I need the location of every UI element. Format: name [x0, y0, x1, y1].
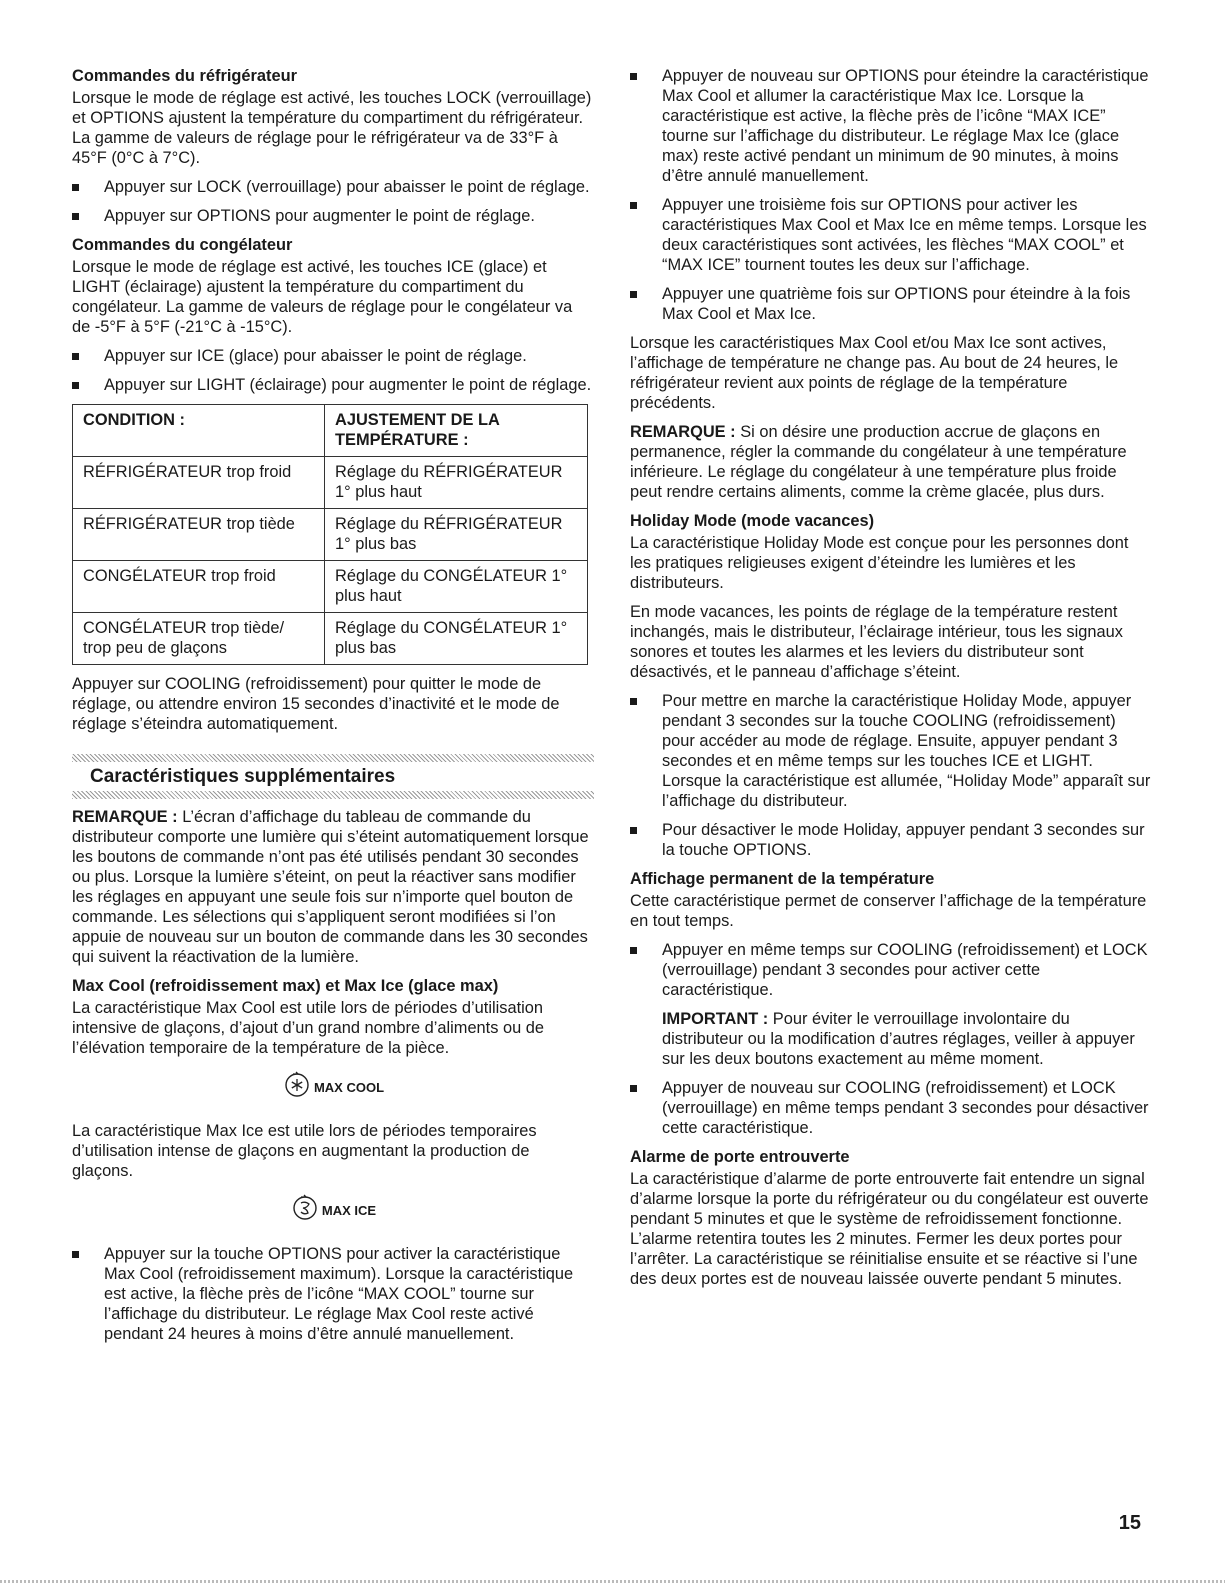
list-item: Appuyer sur LOCK (verrouillage) pour abaisser le point de réglage. — [72, 177, 594, 197]
table-cell: CONGÉLATEUR trop tiède/ trop peu de glaçons — [73, 613, 325, 665]
section-divider-bottom — [72, 791, 594, 799]
table-row — [73, 457, 588, 509]
list-item: Appuyer de nouveau sur OPTIONS pour éteindre la caractéristique Max Cool et allumer la caractéristique Max Ice. Lorsque la caractéristique est active, la flèche près de l’icône “MAX ICE” tourne sur l’affichage du distributeur. Le réglage Max Ice (glace max) reste activé pendant un minimum de 90 minutes, à moins d’être annulé manuellement. — [630, 66, 1152, 186]
list-item: Appuyer en même temps sur COOLING (refroidissement) et LOCK (verrouillage) pendant 3 secondes pour activer cette caractéristique. — [630, 940, 1152, 1000]
bullet-square — [72, 1251, 79, 1258]
permanent-display-heading: Affichage permanent de la température — [630, 870, 935, 888]
important-note — [630, 1009, 1152, 1069]
bullet-square — [630, 73, 637, 80]
table-cell: Réglage du RÉFRIGÉRATEUR 1° plus bas — [325, 509, 588, 561]
list-item: Appuyer sur LIGHT (éclairage) pour augmenter le point de réglage. — [72, 375, 594, 395]
holiday-paragraph: La caractéristique Holiday Mode est conçue pour les personnes dont les pratiques religieuses exigent d’éteindre les lumières et les distributeurs. — [630, 534, 1129, 592]
bullet-square — [630, 291, 637, 298]
bullet-square — [630, 202, 637, 209]
right-column — [630, 66, 1152, 1298]
remarque-label: REMARQUE : — [72, 808, 178, 826]
table-cell: Réglage du CONGÉLATEUR 1° plus haut — [325, 561, 588, 613]
list-item: Appuyer sur ICE (glace) pour abaisser le point de réglage. — [72, 346, 594, 366]
table-cell: RÉFRIGÉRATEUR trop tiède — [73, 509, 325, 561]
important-text: Pour éviter le verrouillage involontaire du distributeur ou la modification d’autres réglages, veiller à appuyer sur les deux boutons exactement au même moment. — [662, 1010, 1135, 1068]
exit-mode-paragraph: Appuyer sur COOLING (refroidissement) pour quitter le mode de réglage, ou attendre environ 15 secondes d’inactivité et le mode de réglage s’éteindra automatiquement. — [72, 675, 560, 733]
table-cell: RÉFRIGÉRATEUR trop froid — [73, 457, 325, 509]
holiday-paragraph: En mode vacances, les points de réglage de la température restent inchangés, mais le distributeur, l’éclairage intérieur, tous les signaux sonores et toutes les alarmes et les leviers du distributeur sont désactivés, et le panneau d’affichage s’éteint. — [630, 603, 1123, 681]
remarque-paragraph — [630, 422, 1152, 502]
max-ice-indicator — [72, 1193, 594, 1228]
maxcool-heading: Max Cool (refroidissement max) et Max Ice (glace max) — [72, 977, 499, 995]
condition-table — [72, 404, 588, 665]
maxcool-text: La caractéristique Max Cool est utile lors de périodes d’utilisation intensive de glaçons, d’ajout d’un grand nombre d’aliments ou de l’élévation temporaire de la température de la pièce. — [72, 999, 544, 1057]
bullet-square — [72, 382, 79, 389]
freezer-controls-heading: Commandes du congélateur — [72, 236, 293, 254]
section-divider-top — [72, 754, 594, 762]
list-item: Appuyer une quatrième fois sur OPTIONS pour éteindre à la fois Max Cool et Max Ice. — [630, 284, 1152, 324]
bullet-square — [630, 827, 637, 834]
snowflake-icon — [282, 1070, 312, 1105]
remarque-text: L’écran d’affichage du tableau de commande du distributeur comporte une lumière qui s’éteint automatiquement lorsque les boutons de commande n’ont pas été utilisés pendant 30 secondes ou plus. Lorsque la lumière s’éteint, on peut la réactiver sans modifier les réglages en appuyant une seule fois sur n’importe quel bouton de commande. Les sélections qui s’appliquent seront modifiées si l’on appuie de nouveau sur un bouton de commande dans les 30 secondes qui suivent la réactivation de la lumière. — [72, 808, 589, 966]
table-row — [73, 613, 588, 665]
bullet-square — [630, 1085, 637, 1092]
left-column — [72, 66, 594, 1353]
remarque-paragraph — [72, 807, 594, 967]
list-item: Pour mettre en marche la caractéristique Holiday Mode, appuyer pendant 3 secondes sur la touche COOLING (refroidissement) pour accéder au mode de réglage. Ensuite, appuyer pendant 3 secondes et en même temps sur les touches ICE et LIGHT. Lorsque la caractéristique est allumée, “Holiday Mode” apparaît sur l’affichage du distributeur. — [630, 691, 1152, 811]
maxice-text: La caractéristique Max Ice est utile lors de périodes temporaires d’utilisation intense de glaçons en augmentant la production de glaçons. — [72, 1122, 537, 1180]
door-alarm-paragraph: La caractéristique d’alarme de porte entrouverte fait entendre un signal d’alarme lorsque la porte du réfrigérateur ou du congélateur est ouverte pendant 5 minutes et que le système de refroidissement fonctionne. L’alarme retentira toutes les 2 minutes. Fermer les deux portes pour l’arrêter. La caractéristique se réinitialise ensuite et se réactive si l’une des deux portes est de nouveau laissée ouverte pendant 5 minutes. — [630, 1170, 1149, 1288]
freezer-controls-intro: Lorsque le mode de réglage est activé, les touches ICE (glace) et LIGHT (éclairage) ajustent la température du compartiment du congélateur. La gamme de valeurs de réglage pour le congélateur va de -5°F à 5°F (-21°C à -15°C). — [72, 258, 573, 336]
ice-cube-icon — [290, 1193, 320, 1228]
table-header: AJUSTEMENT DE LA TEMPÉRATURE : — [325, 405, 588, 457]
table-header: CONDITION : — [73, 405, 325, 457]
bottom-border — [0, 1580, 1225, 1583]
holiday-mode-heading: Holiday Mode (mode vacances) — [630, 512, 875, 530]
table-cell: Réglage du RÉFRIGÉRATEUR 1° plus haut — [325, 457, 588, 509]
door-alarm-heading: Alarme de porte entrouverte — [630, 1148, 850, 1166]
bullet-square — [72, 353, 79, 360]
fridge-controls-intro: Lorsque le mode de réglage est activé, les touches LOCK (verrouillage) et OPTIONS ajustent la température du compartiment du réfrigérateur. La gamme de valeurs de réglage pour le réfrigérateur va de 33°F à 45°F (0°C à 7°C). — [72, 89, 592, 167]
table-row — [73, 509, 588, 561]
remarque-text: Si on désire une production accrue de glaçons en permanence, régler la commande du congélateur à une température inférieure. Le réglage du congélateur à une température plus froide peut rendre certains aliments, comme la crème glacée, plus durs. — [630, 423, 1127, 501]
active-features-paragraph: Lorsque les caractéristiques Max Cool et/ou Max Ice sont actives, l’affichage de température ne change pas. Au bout de 24 heures, le réfrigérateur revient aux points de réglage de la température précédents. — [630, 334, 1119, 412]
table-cell: Réglage du CONGÉLATEUR 1° plus bas — [325, 613, 588, 665]
bullet-square — [72, 184, 79, 191]
max-cool-indicator — [72, 1070, 594, 1105]
important-label: IMPORTANT : — [662, 1010, 769, 1028]
list-item: Appuyer de nouveau sur COOLING (refroidissement) et LOCK (verrouillage) en même temps pendant 3 secondes pour désactiver cette caractéristique. — [630, 1078, 1152, 1138]
bullet-square — [630, 698, 637, 705]
list-item: Pour désactiver le mode Holiday, appuyer pendant 3 secondes sur la touche OPTIONS. — [630, 820, 1152, 860]
list-item: Appuyer une troisième fois sur OPTIONS pour activer les caractéristiques Max Cool et Max Ice en même temps. Lorsque les deux caractéristiques sont activées, les flèches “MAX COOL” et “MAX ICE” tournent toutes les deux sur l’affichage. — [630, 195, 1152, 275]
list-item: Appuyer sur OPTIONS pour augmenter le point de réglage. — [72, 206, 594, 226]
table-row — [73, 561, 588, 613]
section-title: Caractéristiques supplémentaires — [90, 766, 396, 787]
bullet-square — [72, 213, 79, 220]
max-cool-label: MAX COOL — [313, 1079, 385, 1095]
remarque-label: REMARQUE : — [630, 423, 736, 441]
bullet-square — [630, 947, 637, 954]
permanent-display-paragraph: Cette caractéristique permet de conserver l’affichage de la température en tout temps. — [630, 892, 1147, 930]
list-item: Appuyer sur la touche OPTIONS pour activer la caractéristique Max Cool (refroidissement maximum). Lorsque la caractéristique est active, la flèche près de l’icône “MAX COOL” tourne sur l’affichage du distributeur. Le réglage Max Cool reste activé pendant 24 heures à moins d’être annulé manuellement. — [72, 1244, 594, 1344]
fridge-controls-heading: Commandes du réfrigérateur — [72, 67, 297, 85]
max-ice-label: MAX ICE — [321, 1202, 377, 1218]
table-cell: CONGÉLATEUR trop froid — [73, 561, 325, 613]
table-header-row — [73, 405, 588, 457]
page-number: 15 — [1118, 1512, 1141, 1534]
